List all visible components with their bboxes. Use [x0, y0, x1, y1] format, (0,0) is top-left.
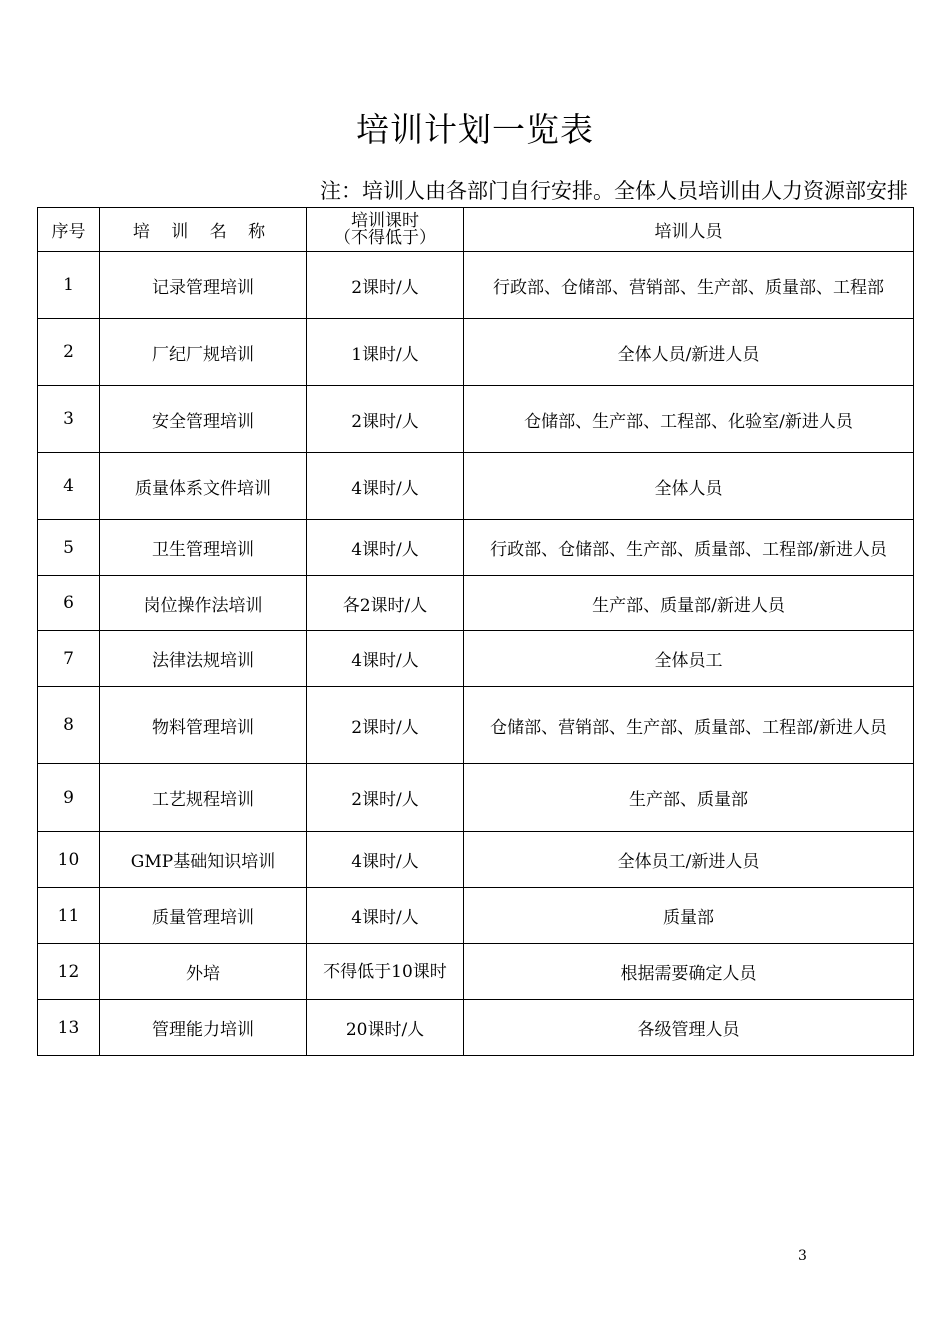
cell-trainees: 行政部、仓储部、营销部、生产部、质量部、工程部	[464, 252, 914, 319]
header-training-name	[100, 208, 307, 252]
cell-trainees: 仓储部、营销部、生产部、质量部、工程部/新进人员	[464, 687, 914, 764]
cell-trainees: 全体员工/新进人员	[464, 832, 914, 888]
header-trainees: 培训人员	[464, 208, 914, 252]
cell-training-name: 质量体系文件培训	[100, 453, 307, 520]
cell-hours: 20课时/人	[307, 1000, 464, 1056]
cell-hours: 2课时/人	[307, 687, 464, 764]
cell-trainees: 质量部	[464, 888, 914, 944]
cell-training-name: 记录管理培训	[100, 252, 307, 319]
cell-seq: 10	[38, 832, 100, 888]
cell-hours: 各2课时/人	[307, 576, 464, 631]
page-number: 3	[798, 1248, 807, 1264]
cell-hours: 4课时/人	[307, 888, 464, 944]
table-header-row	[38, 208, 914, 252]
cell-trainees: 全体人员/新进人员	[464, 319, 914, 386]
header-hours-line1: 培训课时	[351, 210, 419, 231]
cell-seq: 11	[38, 888, 100, 944]
cell-trainees: 根据需要确定人员	[464, 944, 914, 1000]
cell-trainees: 各级管理人员	[464, 1000, 914, 1056]
cell-training-name: 工艺规程培训	[100, 764, 307, 832]
table-row	[38, 631, 914, 687]
table-row	[38, 453, 914, 520]
cell-trainees: 生产部、质量部	[464, 764, 914, 832]
cell-seq: 6	[38, 576, 100, 631]
header-training-hours	[307, 208, 464, 252]
table-row	[38, 888, 914, 944]
training-plan-table	[37, 207, 914, 1056]
document-title: 培训计划一览表	[356, 110, 594, 149]
header-hours-line2: （不得低于）	[334, 227, 436, 248]
cell-seq: 3	[38, 386, 100, 453]
cell-hours: 不得低于10课时	[307, 944, 464, 1000]
cell-training-name: 岗位操作法培训	[100, 576, 307, 631]
cell-hours: 4课时/人	[307, 832, 464, 888]
cell-training-name: 法律法规培训	[100, 631, 307, 687]
cell-seq: 8	[38, 687, 100, 764]
cell-hours: 2课时/人	[307, 764, 464, 832]
table-row	[38, 944, 914, 1000]
cell-hours: 2课时/人	[307, 386, 464, 453]
cell-seq: 9	[38, 764, 100, 832]
cell-training-name: 卫生管理培训	[100, 520, 307, 576]
table-row	[38, 386, 914, 453]
table-row	[38, 1000, 914, 1056]
cell-hours: 2课时/人	[307, 252, 464, 319]
cell-seq: 12	[38, 944, 100, 1000]
header-seq: 序号	[38, 208, 100, 252]
cell-training-name: 物料管理培训	[100, 687, 307, 764]
cell-trainees: 全体人员	[464, 453, 914, 520]
cell-trainees: 仓储部、生产部、工程部、化验室/新进人员	[464, 386, 914, 453]
cell-trainees: 生产部、质量部/新进人员	[464, 576, 914, 631]
table-row	[38, 252, 914, 319]
table-row	[38, 687, 914, 764]
header-training-name-label: 培 训 名 称	[132, 222, 274, 242]
table-row	[38, 832, 914, 888]
table-row	[38, 764, 914, 832]
table-row	[38, 319, 914, 386]
arrangement-note: 注：培训人由各部门自行安排。全体人员培训由人力资源部安排	[320, 179, 908, 203]
table-row	[38, 576, 914, 631]
cell-training-name: 安全管理培训	[100, 386, 307, 453]
cell-hours: 4课时/人	[307, 631, 464, 687]
cell-seq: 1	[38, 252, 100, 319]
cell-seq: 7	[38, 631, 100, 687]
cell-seq: 13	[38, 1000, 100, 1056]
cell-hours: 4课时/人	[307, 453, 464, 520]
cell-training-name: 外培	[100, 944, 307, 1000]
cell-training-name: 质量管理培训	[100, 888, 307, 944]
cell-training-name: 厂纪厂规培训	[100, 319, 307, 386]
cell-seq: 2	[38, 319, 100, 386]
cell-hours: 4课时/人	[307, 520, 464, 576]
cell-seq: 5	[38, 520, 100, 576]
cell-hours: 1课时/人	[307, 319, 464, 386]
table-row	[38, 520, 914, 576]
cell-seq: 4	[38, 453, 100, 520]
cell-trainees: 全体员工	[464, 631, 914, 687]
cell-trainees: 行政部、仓储部、生产部、质量部、工程部/新进人员	[464, 520, 914, 576]
cell-training-name: 管理能力培训	[100, 1000, 307, 1056]
cell-training-name: GMP基础知识培训	[100, 832, 307, 888]
